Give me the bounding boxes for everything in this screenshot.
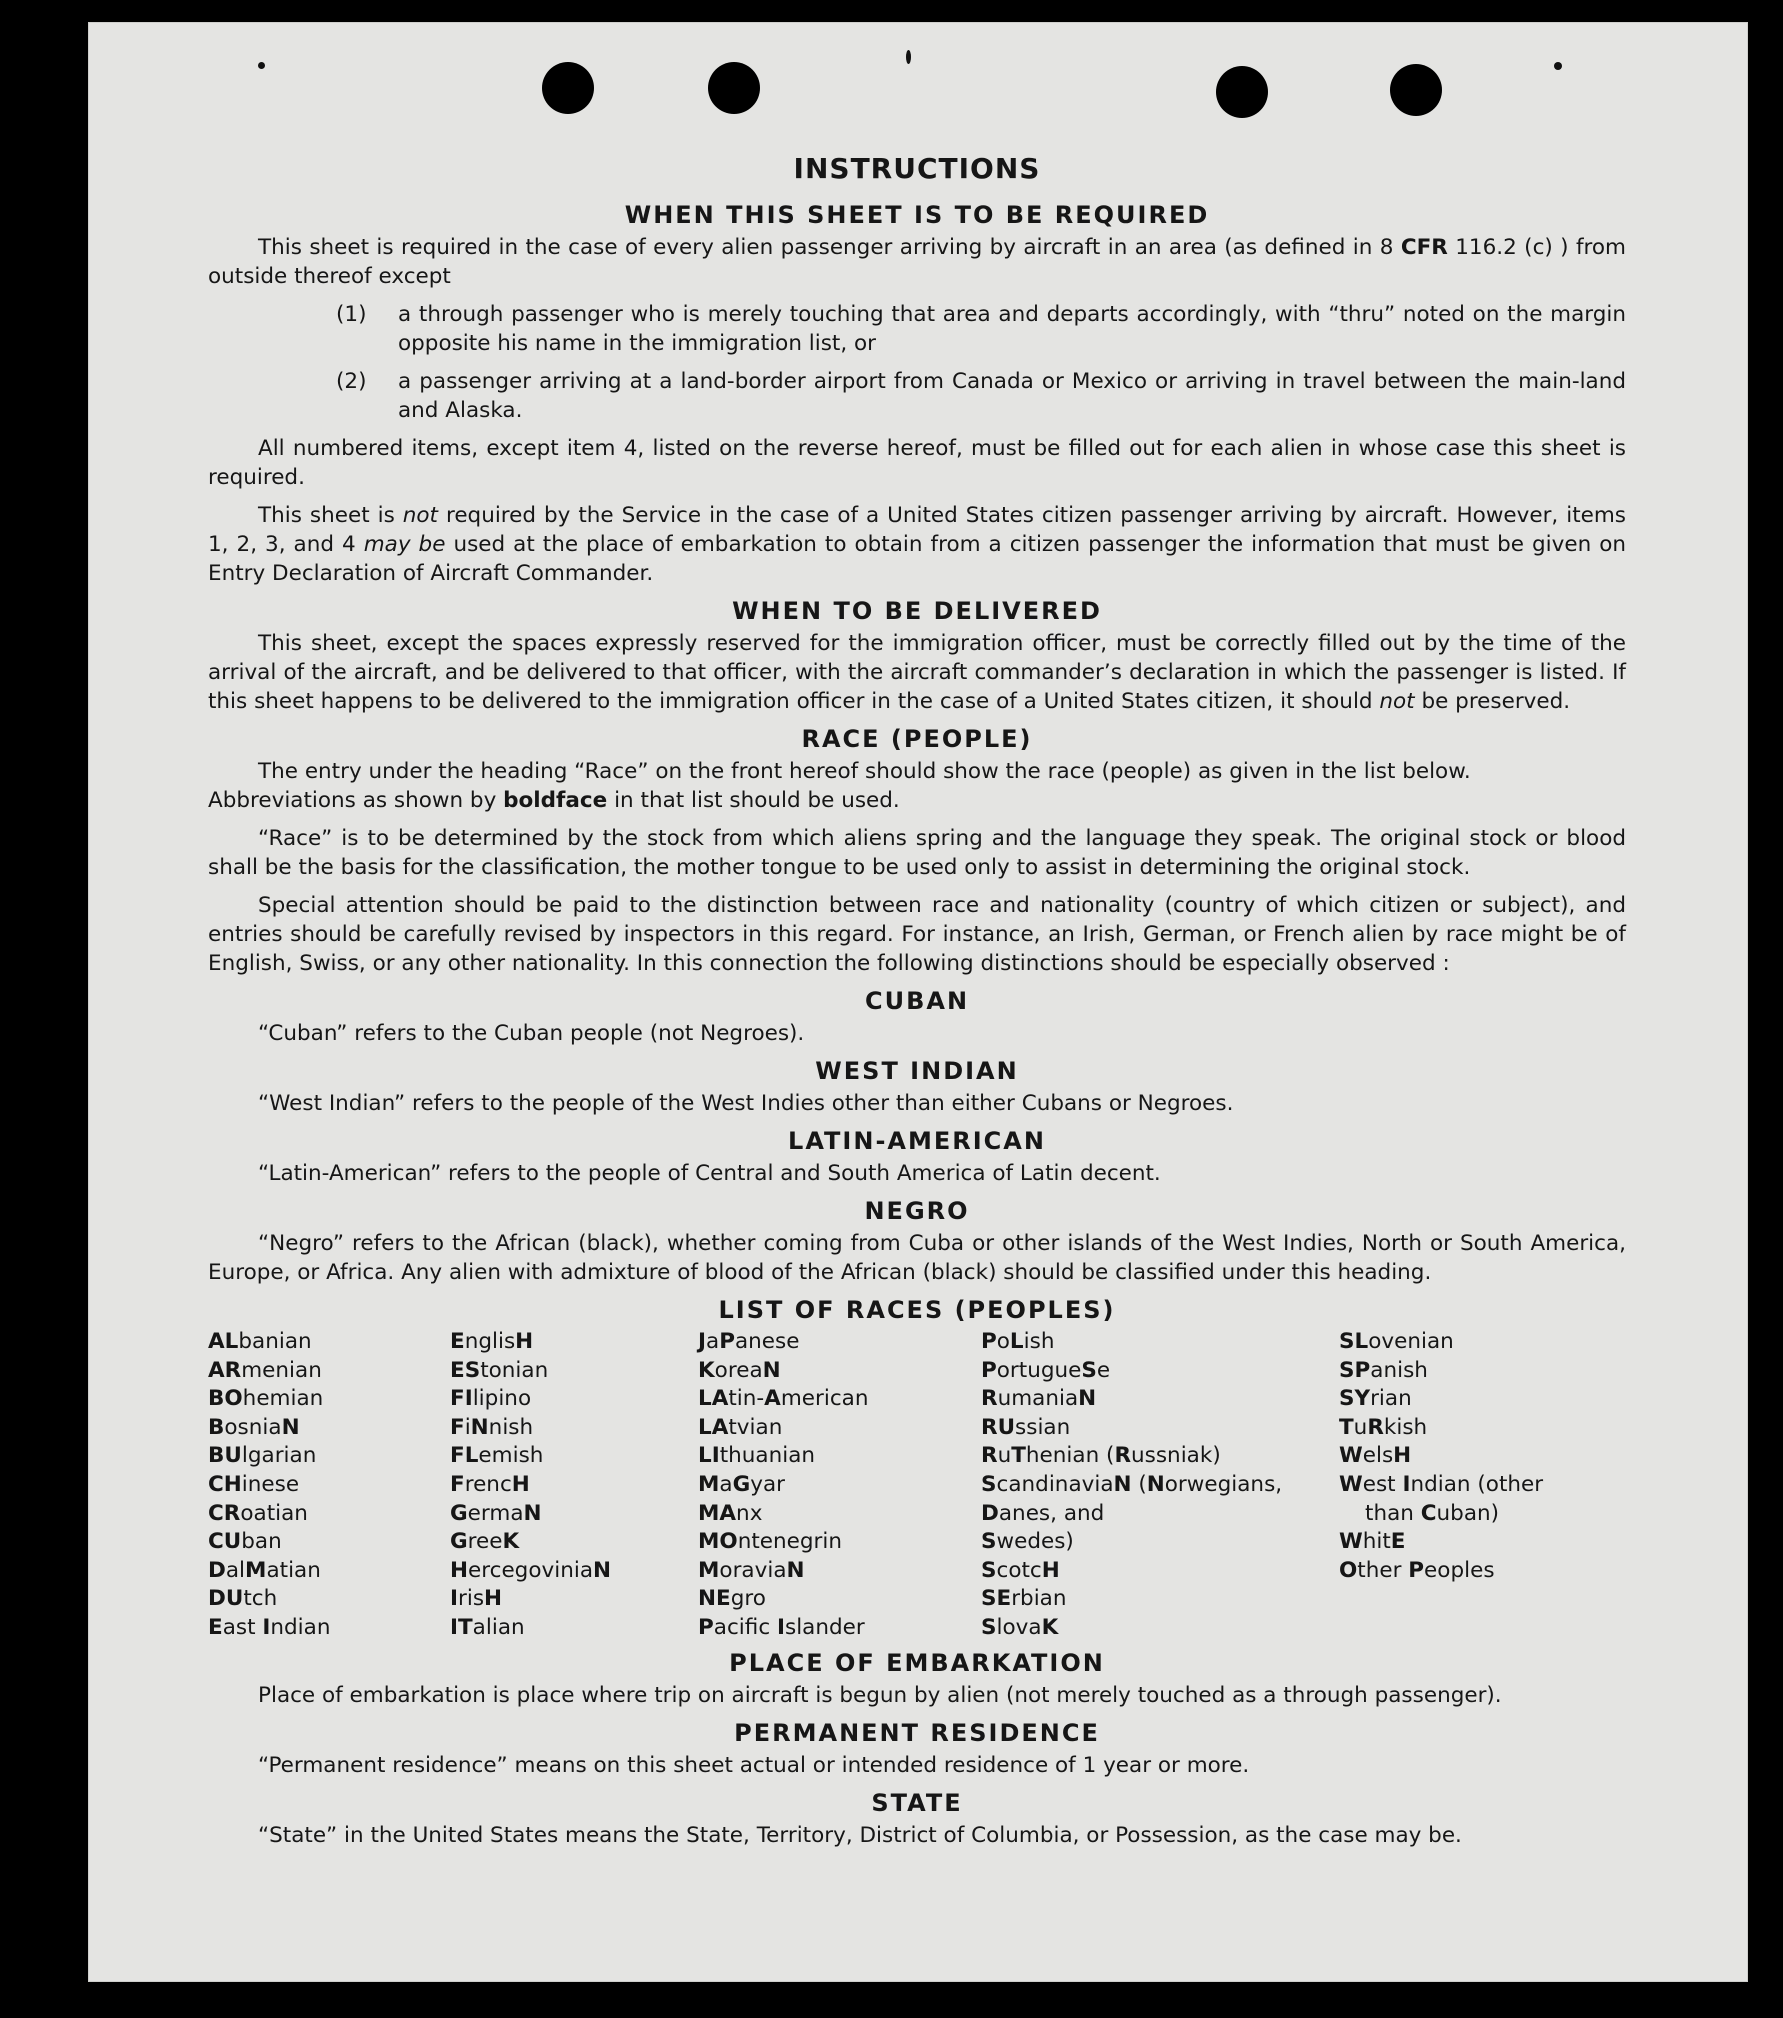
race-entry: EnglisH [450,1329,534,1354]
race-entry: Other Peoples [1339,1557,1495,1583]
heading-when-delivered: WHEN TO BE DELIVERED [732,597,1102,625]
race-column-5 [1339,1328,1626,1643]
item-text: a passenger arriving at a land-border airport from Canada or Mexico or arriving in travel between the main-land and Alaska. [398,369,1626,423]
exception-item-1 [208,300,1626,358]
race-entry: WelsH [1339,1443,1412,1469]
paragraph-race-determined: “Race” is to be determined by the stock from which aliens spring and the language they speak. The original stock or blood shall be the basis for the classification, the mother tongue to be used only to assist in determining the original stock. [208,826,1626,880]
heading-list-of-races: LIST OF RACES (PEOPLES) [718,1296,1116,1324]
race-entry: ITalian [450,1614,525,1640]
race-entry: FiNnish [450,1414,534,1440]
ink-speck [906,50,911,64]
race-entry: GermaN [450,1500,542,1526]
race-entry: CUban [208,1529,282,1555]
race-entry: FIlipino [450,1386,532,1412]
paragraph-abbreviations: Abbreviations as shown by boldface in that list should be used. [208,788,900,813]
punch-hole [542,62,594,114]
race-entry: Swedes) [981,1529,1074,1555]
paragraph-state: “State” in the United States means the State, Territory, District of Columbia, or Possession, as the case may be. [258,1822,1462,1848]
punch-hole [1390,64,1442,116]
ink-speck [258,62,265,69]
race-column-2 [450,1328,698,1643]
race-entry: SlovaK [981,1614,1059,1640]
race-entry: Danes, and [981,1500,1105,1526]
race-entry: ScandinaviaN (Norwegians, [981,1471,1283,1497]
race-entry: FLemish [450,1443,544,1469]
heading-latin-american: LATIN-AMERICAN [788,1127,1046,1155]
race-entry: ScotcH [981,1557,1060,1583]
heading-permanent-residence: PERMANENT RESIDENCE [734,1718,1100,1747]
race-entry: MaGyar [698,1471,786,1497]
race-entry: BUlgarian [208,1443,317,1469]
race-entry: SYrian [1339,1386,1412,1412]
race-entry: SPanish [1339,1357,1428,1383]
race-entry: East Indian [208,1614,331,1640]
race-entry: RuThenian (Russniak) [981,1443,1221,1469]
race-entry: SErbian [981,1586,1067,1612]
heading-west-indian: WEST INDIAN [815,1057,1019,1085]
heading-negro: NEGRO [864,1197,970,1225]
race-entry: LIthuanian [698,1443,816,1469]
heading-place-of-embarkation: PLACE OF EMBARKATION [729,1648,1105,1677]
race-entry: MAnx [698,1500,763,1526]
race-entry: NEgro [698,1586,766,1612]
punch-hole [1216,66,1268,118]
race-entry: EStonian [450,1357,549,1383]
paragraph-embarkation: Place of embarkation is place where trip on aircraft is begun by alien (not merely touched as a through passenger). [258,1682,1502,1708]
race-column-4 [981,1328,1339,1643]
race-entry: MoraviaN [698,1557,805,1583]
paragraph-negro: “Negro” refers to the African (black), whether coming from Cuba or other islands of the West Indies, North or South America, Europe, or Africa. Any alien with admixture of blood of the African (black) should be classified under this heading. [208,1231,1626,1285]
race-entry: West Indian (other [1339,1471,1544,1497]
paragraph-west-indian: “West Indian” refers to the people of the West Indies other than either Cubans or Negroes. [258,1091,1234,1116]
race-entry: SLovenian [1339,1329,1454,1354]
race-entry: than Cuban) [1365,1500,1500,1526]
race-entry: FrencH [450,1471,530,1497]
race-entry: Pacifc Islander [698,1614,865,1640]
heading-state: STATE [871,1788,963,1817]
item-number: (1) [336,302,367,327]
race-entry: RumaniaN [981,1386,1097,1412]
paragraph-required-intro: This sheet is required in the case of every alien passenger arriving by aircraft in an area (as defined in 8 CFR 116.2 (c) ) from outside thereof except [208,235,1626,289]
heading-race: RACE (PEOPLE) [801,725,1033,753]
document-page [88,22,1748,1982]
punch-hole [708,62,760,114]
race-entry: DUtch [208,1586,278,1612]
paragraph-citizen-passenger: This sheet is not required by the Service in the case of a United States citizen passenger arriving by aircraft. However, items 1, 2, 3, and 4 may be used at the place of embarkation to obtain from a citizen passenger the information that must be given on Entry Declaration of Aircraft Commander. [208,503,1627,586]
race-column-1 [208,1328,450,1643]
race-entry: ARmenian [208,1357,322,1383]
race-entry: CRoatian [208,1500,308,1526]
race-entry: TuRkish [1339,1414,1428,1440]
race-entry: KoreaN [698,1357,781,1383]
race-entry: WhitE [1339,1529,1406,1555]
heading-cuban: CUBAN [864,987,970,1015]
paragraph-numbered-items: All numbered items, except item 4, listed on the reverse hereof, must be filled out for each alien in whose case this sheet is required. [208,436,1626,490]
item-text: a through passenger who is merely touching that area and departs accordingly, with “thru” noted on the margin opposite his name in the immigration list, or [398,302,1626,356]
ink-speck [1554,62,1562,70]
paragraph-race-entry: The entry under the heading “Race” on the front hereof should show the race (people) as given in the list below. [258,759,1471,784]
page-title: INSTRUCTIONS [793,152,1041,185]
race-entry: RUssian [981,1414,1071,1440]
paragraph-race-vs-nationality: Special attention should be paid to the distinction between race and nationality (country of which citizen or subject), and entries should be carefully revised by inspectors in this regard. For instance, an Irish, German, or French alien by race might be of English, Swiss, or any other nationality. In this connection the following distinctions should be especially observed : [208,893,1626,976]
paragraph-latin-american: “Latin-American” refers to the people of Central and South America of Latin decent. [258,1161,1161,1186]
race-entry: JaPanese [698,1329,800,1354]
race-entry: BosniaN [208,1414,300,1440]
race-entry: ALbanian [208,1329,312,1354]
race-entry: IrisH [450,1586,503,1612]
race-entry: HercegoviniaN [450,1557,612,1583]
race-entry: PortugueSe [981,1357,1111,1383]
race-entry: PoLish [981,1329,1055,1354]
paragraph-residence: “Permanent residence” means on this sheet actual or intended residence of 1 year or more. [258,1752,1250,1778]
item-number: (2) [336,369,367,394]
heading-when-required: WHEN THIS SHEET IS TO BE REQUIRED [624,201,1210,229]
race-entry: MOntenegrin [698,1529,842,1555]
race-entry: LAtvian [698,1414,783,1440]
instructions-content [208,152,1626,1859]
paragraph-cuban: “Cuban” refers to the Cuban people (not Negroes). [258,1021,805,1046]
race-entry: DalMatian [208,1557,321,1583]
race-entry: GreeK [450,1529,520,1555]
paragraph-delivery: This sheet, except the spaces expressly reserved for the immigration officer, must be correctly filled out by the time of the arrival of the aircraft, and be delivered to that officer, with the aircraft commander’s declaration in which the passenger is listed. If this sheet happens to be delivered to the immigration officer in the case of a United States citizen, it should not be preserved. [208,631,1626,714]
race-entry: BOhemian [208,1386,324,1412]
exception-item-2 [208,367,1626,425]
race-entry: CHinese [208,1471,300,1497]
race-list [208,1328,1626,1643]
race-column-3 [698,1328,981,1643]
race-entry: LAtin-American [698,1386,869,1412]
